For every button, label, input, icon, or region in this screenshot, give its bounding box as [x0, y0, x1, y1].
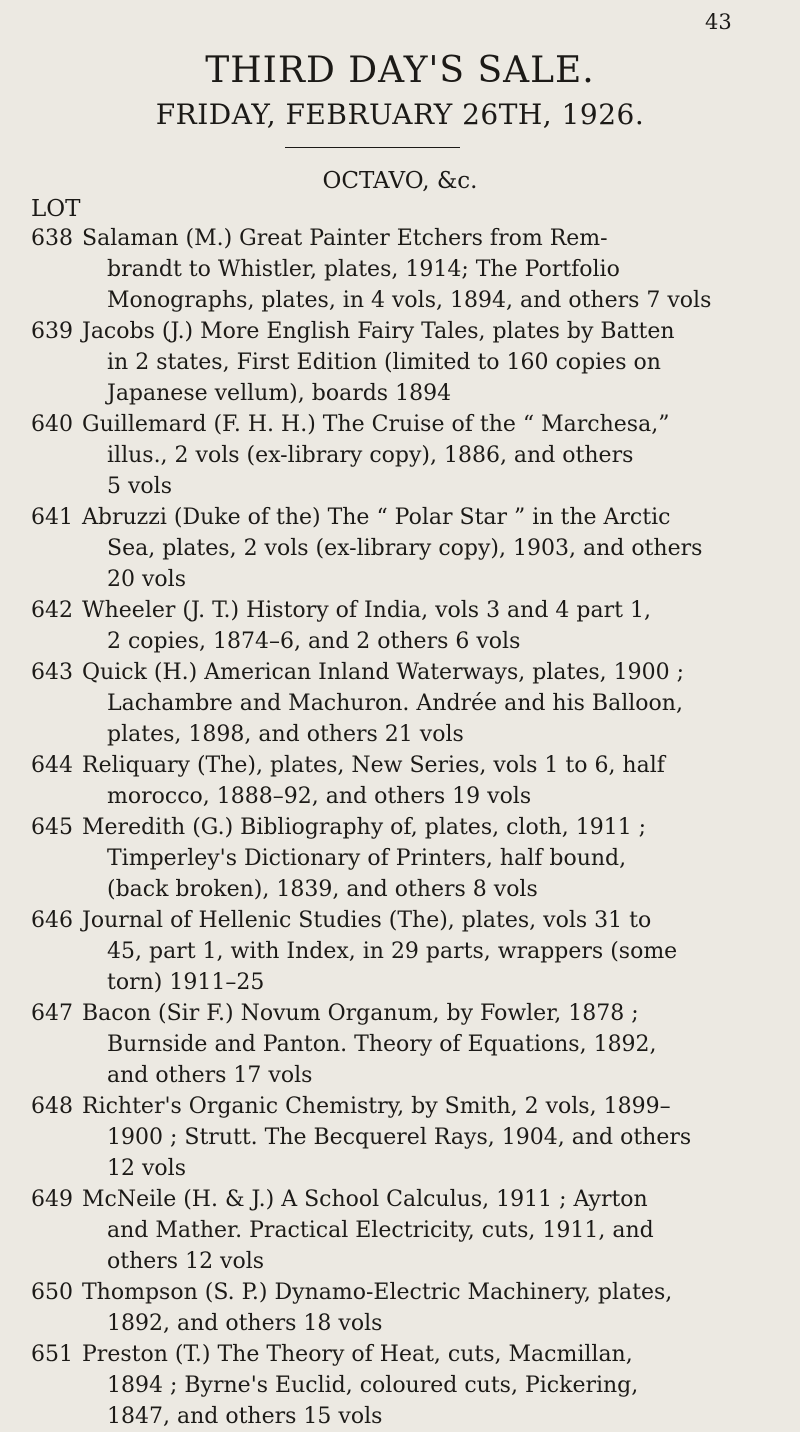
lot-description-line: plates, 1898, and others 21 vols — [107, 722, 464, 747]
lot-description-line: Quick (H.) American Inland Waterways, plates, 1900 ; — [82, 660, 685, 685]
page-title: THIRD DAY'S SALE. — [205, 50, 595, 91]
lot-entry — [0, 1184, 800, 1277]
lot-description-line: 1900 ; Strutt. The Becquerel Rays, 1904, and others — [107, 1125, 692, 1150]
lot-number: 645 — [31, 815, 73, 840]
lot-description-line: 5 vols — [107, 474, 172, 499]
lot-entry — [0, 998, 800, 1091]
lot-description-line: Thompson (S. P.) Dynamo-Electric Machinery, plates, — [82, 1280, 673, 1305]
lot-entry — [0, 905, 800, 998]
lot-entry — [0, 502, 800, 595]
lot-description-line: Preston (T.) The Theory of Heat, cuts, Macmillan, — [82, 1342, 633, 1367]
lot-description-line: Wheeler (J. T.) History of India, vols 3 and 4 part 1, — [82, 598, 651, 623]
lot-description-line: 12 vols — [107, 1156, 186, 1181]
section-heading: OCTAVO, &c. — [322, 168, 478, 194]
lot-description-line: Sea, plates, 2 vols (ex-library copy), 1903, and others — [107, 536, 703, 561]
lot-description-line: Guillemard (F. H. H.) The Cruise of the “ Marchesa,” — [82, 412, 670, 437]
lot-entry — [0, 1091, 800, 1184]
lot-description-line: Bacon (Sir F.) Novum Organum, by Fowler, 1878 ; — [82, 1001, 639, 1026]
lot-description-line: Japanese vellum), boards 1894 — [107, 381, 452, 406]
lot-description-line: and Mather. Practical Electricity, cuts, 1911, and — [107, 1218, 654, 1243]
lot-number: 649 — [31, 1187, 73, 1212]
lot-description-line: morocco, 1888–92, and others 19 vols — [107, 784, 532, 809]
lot-entry — [0, 223, 800, 316]
lot-entry — [0, 409, 800, 502]
lot-description-line: brandt to Whistler, plates, 1914; The Portfolio — [107, 257, 620, 282]
lot-description-line: torn) 1911–25 — [107, 970, 265, 995]
lot-entry — [0, 657, 800, 750]
lot-number: 639 — [31, 319, 73, 344]
lot-number: 648 — [31, 1094, 73, 1119]
lot-entry — [0, 1277, 800, 1339]
lot-description-line: Abruzzi (Duke of the) The “ Polar Star ” in the Arctic — [82, 505, 671, 530]
lot-description-line: 1847, and others 15 vols — [107, 1404, 383, 1429]
lot-number: 643 — [31, 660, 73, 685]
lot-description-line: Journal of Hellenic Studies (The), plates, vols 31 to — [82, 908, 652, 933]
lot-number: 647 — [31, 1001, 73, 1026]
lot-description-line: Richter's Organic Chemistry, by Smith, 2 vols, 1899– — [82, 1094, 671, 1119]
lot-description-line: McNeile (H. & J.) A School Calculus, 1911 ; Ayrton — [82, 1187, 648, 1212]
page-subtitle: FRIDAY, FEBRUARY 26TH, 1926. — [155, 98, 645, 131]
lot-description-line: others 12 vols — [107, 1249, 265, 1274]
lot-description-line: Salaman (M.) Great Painter Etchers from Rem- — [82, 226, 608, 251]
lot-description-line: Jacobs (J.) More English Fairy Tales, plates by Batten — [82, 319, 675, 344]
lot-description-line: Timperley's Dictionary of Printers, half bound, — [107, 846, 627, 871]
title-rule — [285, 147, 460, 148]
lot-description-line: in 2 states, First Edition (limited to 160 copies on — [107, 350, 661, 375]
lot-column-label: LOT — [31, 196, 81, 222]
lot-number: 638 — [31, 226, 73, 251]
lot-number: 642 — [31, 598, 73, 623]
lot-description-line: 1894 ; Byrne's Euclid, coloured cuts, Pickering, — [107, 1373, 639, 1398]
lot-description-line: Meredith (G.) Bibliography of, plates, cloth, 1911 ; — [82, 815, 647, 840]
lot-description-line: illus., 2 vols (ex-library copy), 1886, and others — [107, 443, 634, 468]
lot-description-line: and others 17 vols — [107, 1063, 313, 1088]
lot-number: 650 — [31, 1280, 73, 1305]
lot-entry — [0, 595, 800, 657]
page-number: 43 — [705, 10, 732, 34]
lot-number: 640 — [31, 412, 73, 437]
lot-description-line: 1892, and others 18 vols — [107, 1311, 383, 1336]
lot-number: 651 — [31, 1342, 73, 1367]
lot-description-line: (back broken), 1839, and others 8 vols — [107, 877, 538, 902]
lot-description-line: Reliquary (The), plates, New Series, vols 1 to 6, half — [82, 753, 665, 778]
lot-number: 641 — [31, 505, 73, 530]
lot-description-line: 2 copies, 1874–6, and 2 others 6 vols — [107, 629, 521, 654]
lot-entry — [0, 1339, 800, 1432]
lot-description-line: 45, part 1, with Index, in 29 parts, wrappers (some — [107, 939, 678, 964]
lot-entry — [0, 812, 800, 905]
lot-entry — [0, 316, 800, 409]
lot-list — [0, 223, 800, 1432]
lot-description-line: Monographs, plates, in 4 vols, 1894, and others 7 vols — [107, 288, 712, 313]
lot-entry — [0, 750, 800, 812]
lot-description-line: 20 vols — [107, 567, 186, 592]
lot-number: 646 — [31, 908, 73, 933]
lot-description-line: Lachambre and Machuron. Andrée and his Balloon, — [107, 691, 683, 716]
lot-description-line: Burnside and Panton. Theory of Equations, 1892, — [107, 1032, 657, 1057]
lot-number: 644 — [31, 753, 73, 778]
